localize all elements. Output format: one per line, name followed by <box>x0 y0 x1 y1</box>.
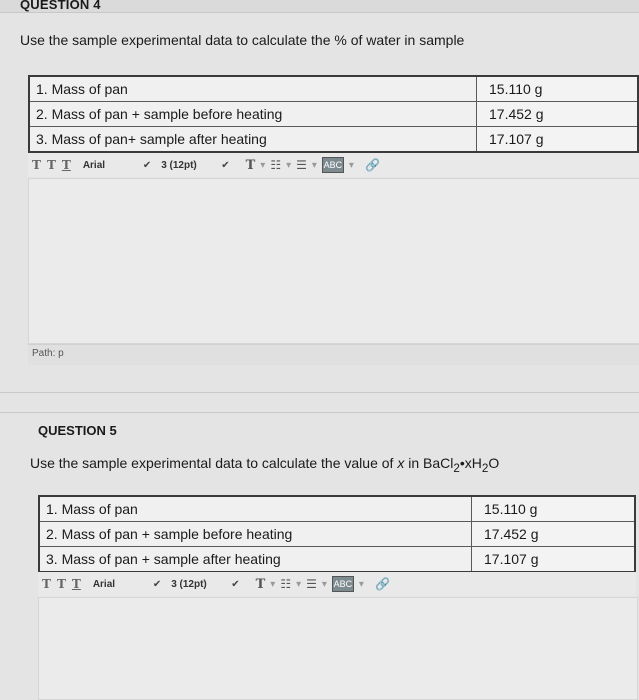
text-color-button[interactable]: T <box>255 576 266 592</box>
table-row <box>29 102 638 127</box>
row-value: 17.107 g <box>477 127 639 153</box>
question-4-title: QUESTION 4 <box>20 0 101 12</box>
dropdown-arrow-icon[interactable]: ▾ <box>270 578 276 590</box>
spellcheck-icon[interactable]: ABC <box>322 157 344 173</box>
question-4-prompt: Use the sample experimental data to calculate the % of water in sample <box>20 32 465 48</box>
question-4-editor-toolbar <box>28 153 639 177</box>
font-family-select[interactable]: Arial <box>82 159 106 171</box>
italic-button[interactable]: T <box>56 577 66 591</box>
spellcheck-icon[interactable]: ABC <box>332 576 354 592</box>
underline-button[interactable]: T <box>71 577 81 591</box>
bold-button[interactable]: T <box>32 158 41 172</box>
table-row <box>39 547 635 573</box>
question-4-header <box>0 0 639 13</box>
numbered-list-icon[interactable]: ☰ <box>306 577 317 591</box>
bullet-list-icon[interactable]: ☷ <box>280 577 292 591</box>
prompt-text: in BaCl <box>404 455 454 471</box>
chevron-down-icon[interactable]: ✔ <box>221 159 230 171</box>
row-label: 1. Mass of pan <box>29 76 477 102</box>
italic-button[interactable]: T <box>46 158 56 172</box>
row-value: 17.452 g <box>472 522 636 547</box>
question-5-prompt <box>30 455 499 475</box>
dropdown-arrow-icon[interactable]: ▾ <box>321 578 327 590</box>
row-label: 3. Mass of pan + sample after heating <box>39 547 472 573</box>
subscript: 2 <box>453 461 460 475</box>
prompt-text: Use the sample experimental data to calculate the value of <box>30 455 398 471</box>
link-icon[interactable]: 🔗 <box>364 158 380 172</box>
divider <box>0 412 639 413</box>
dropdown-arrow-icon[interactable]: ▾ <box>311 159 317 171</box>
numbered-list-icon[interactable]: ☰ <box>296 158 307 172</box>
prompt-text: •xH <box>459 455 482 471</box>
editor-path-bar: Path: p <box>28 344 639 365</box>
table-row <box>39 522 635 547</box>
font-size-select[interactable]: 3 (12pt) <box>171 578 207 590</box>
link-icon[interactable]: 🔗 <box>374 577 390 591</box>
bold-button[interactable]: T <box>42 577 51 591</box>
chevron-down-icon[interactable]: ✔ <box>152 578 162 590</box>
text-color-button[interactable]: T <box>245 157 256 173</box>
chevron-down-icon[interactable]: ✔ <box>231 578 240 590</box>
row-value: 17.107 g <box>472 547 636 573</box>
row-label: 1. Mass of pan <box>39 496 472 522</box>
subscript: 2 <box>481 461 489 475</box>
prompt-text: O <box>488 455 500 471</box>
row-value: 15.110 g <box>477 76 639 102</box>
font-size-select[interactable]: 3 (12pt) <box>161 159 197 171</box>
question-5-answer-editor[interactable] <box>38 597 638 700</box>
dropdown-arrow-icon[interactable]: ▾ <box>348 159 354 171</box>
row-label: 2. Mass of pan + sample before heating <box>29 102 477 127</box>
table-row <box>39 496 635 522</box>
question-5-editor-toolbar <box>38 572 636 596</box>
question-4-answer-editor[interactable] <box>28 178 639 344</box>
underline-button[interactable]: T <box>61 158 71 172</box>
table-row <box>29 76 638 102</box>
question-5-title: QUESTION 5 <box>38 423 117 438</box>
divider <box>0 392 639 393</box>
chevron-down-icon[interactable]: ✔ <box>142 159 152 171</box>
bullet-list-icon[interactable]: ☷ <box>270 158 282 172</box>
dropdown-arrow-icon[interactable]: ▾ <box>296 578 302 590</box>
question-4-data-table <box>28 75 639 153</box>
row-value: 17.452 g <box>477 102 639 127</box>
row-label: 2. Mass of pan + sample before heating <box>39 522 472 547</box>
row-label: 3. Mass of pan+ sample after heating <box>29 127 477 153</box>
table-row <box>29 127 638 153</box>
dropdown-arrow-icon[interactable]: ▾ <box>260 159 266 171</box>
dropdown-arrow-icon[interactable]: ▾ <box>358 578 364 590</box>
row-value: 15.110 g <box>472 496 636 522</box>
question-5-data-table <box>38 495 636 573</box>
prompt-variable: x <box>397 455 405 471</box>
font-family-select[interactable]: Arial <box>92 578 116 590</box>
dropdown-arrow-icon[interactable]: ▾ <box>286 159 292 171</box>
